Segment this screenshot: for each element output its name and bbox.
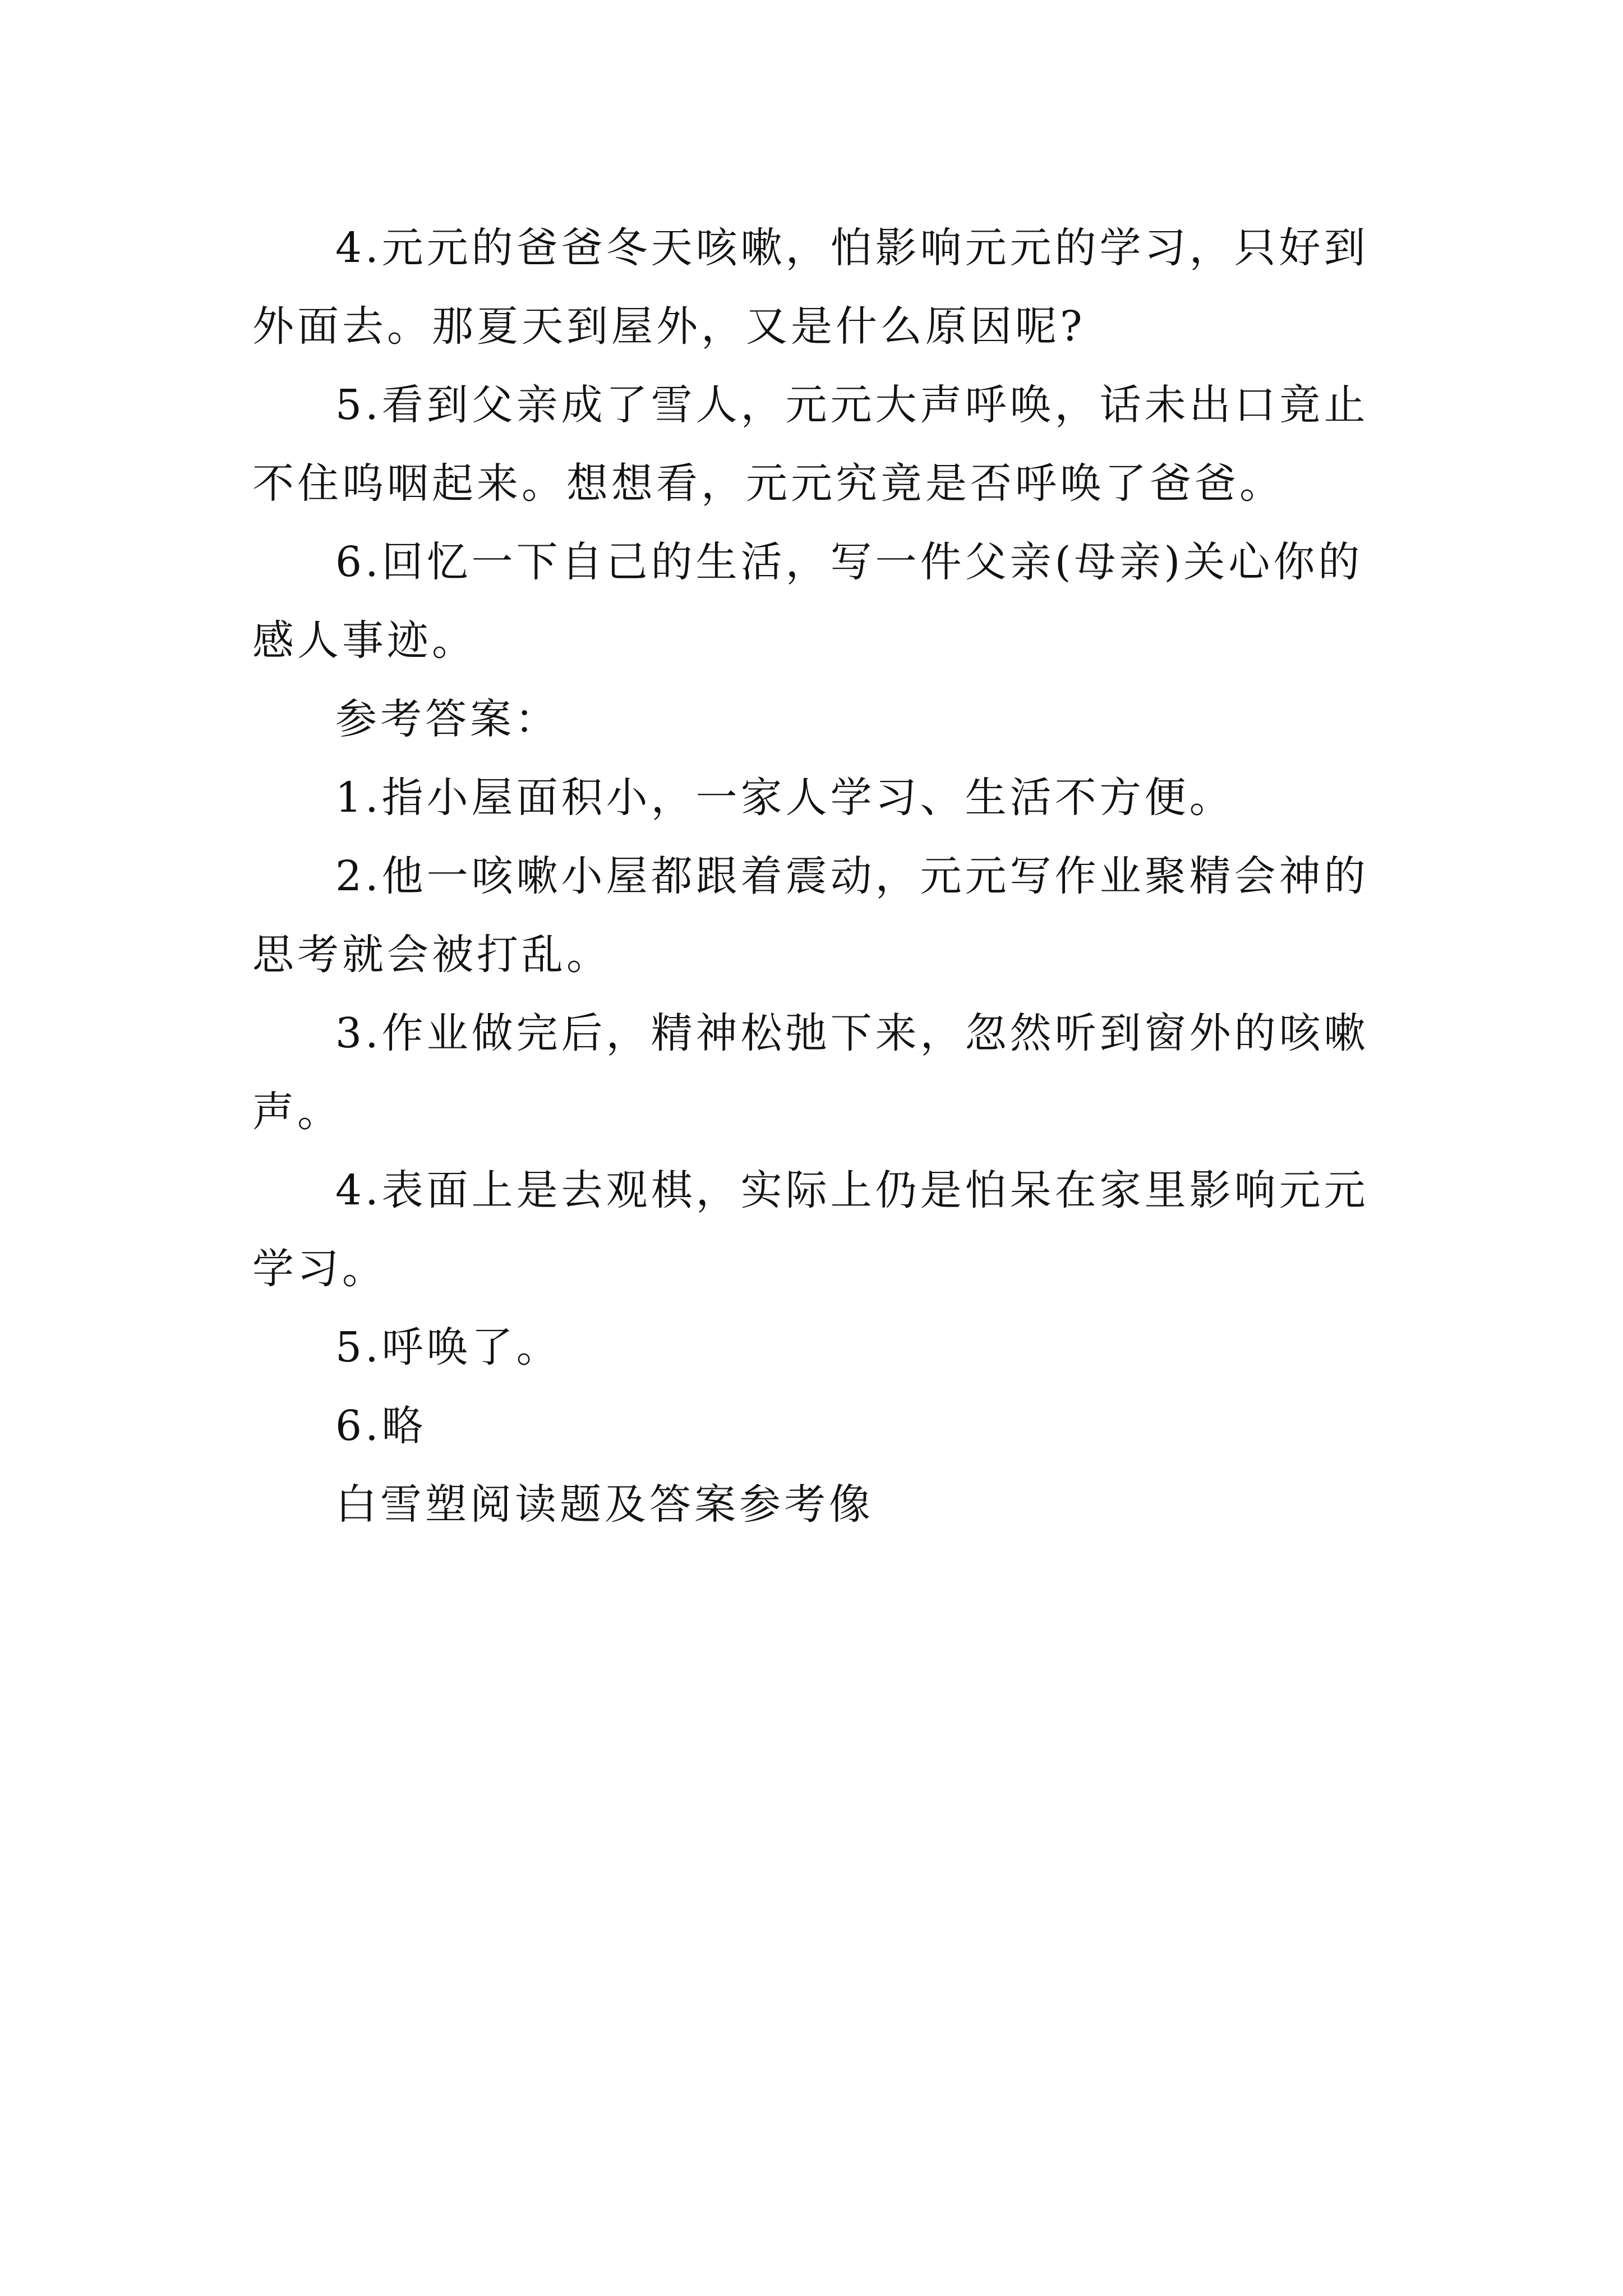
question-6: 6.回忆一下自己的生活，写一件父亲(母亲)关心你的感人事迹。: [252, 538, 1363, 665]
question-4: 4.元元的爸爸冬天咳嗽，怕影响元元的学习，只好到外面去。那夏天到屋外，又是什么原因呢?: [252, 224, 1369, 351]
next-title: 白雪塑阅读题及答案参考像: [335, 1480, 874, 1529]
answers-heading: 参考答案：: [335, 695, 560, 743]
question-5: 5.看到父亲成了雪人，元元大声呼唤，话未出口竟止不住呜咽起来。想想看，元元究竟是否呼唤了爸爸。: [252, 381, 1369, 508]
answer-2: 2.他一咳嗽小屋都跟着震动，元元写作业聚精会神的思考就会被打乱。: [252, 852, 1369, 979]
document-body: [252, 209, 1385, 1544]
answer-3: 3.作业做完后，精神松弛下来，忽然听到窗外的咳嗽声。: [252, 1009, 1369, 1136]
answer-1: 1.指小屋面积小，一家人学习、生活不方便。: [335, 774, 1234, 822]
answer-5: 5.呼唤了。: [335, 1323, 561, 1372]
answer-4: 4.表面上是去观棋，实际上仍是怕呆在家里影响元元学习。: [252, 1166, 1369, 1293]
answer-6: 6.略: [335, 1402, 427, 1450]
